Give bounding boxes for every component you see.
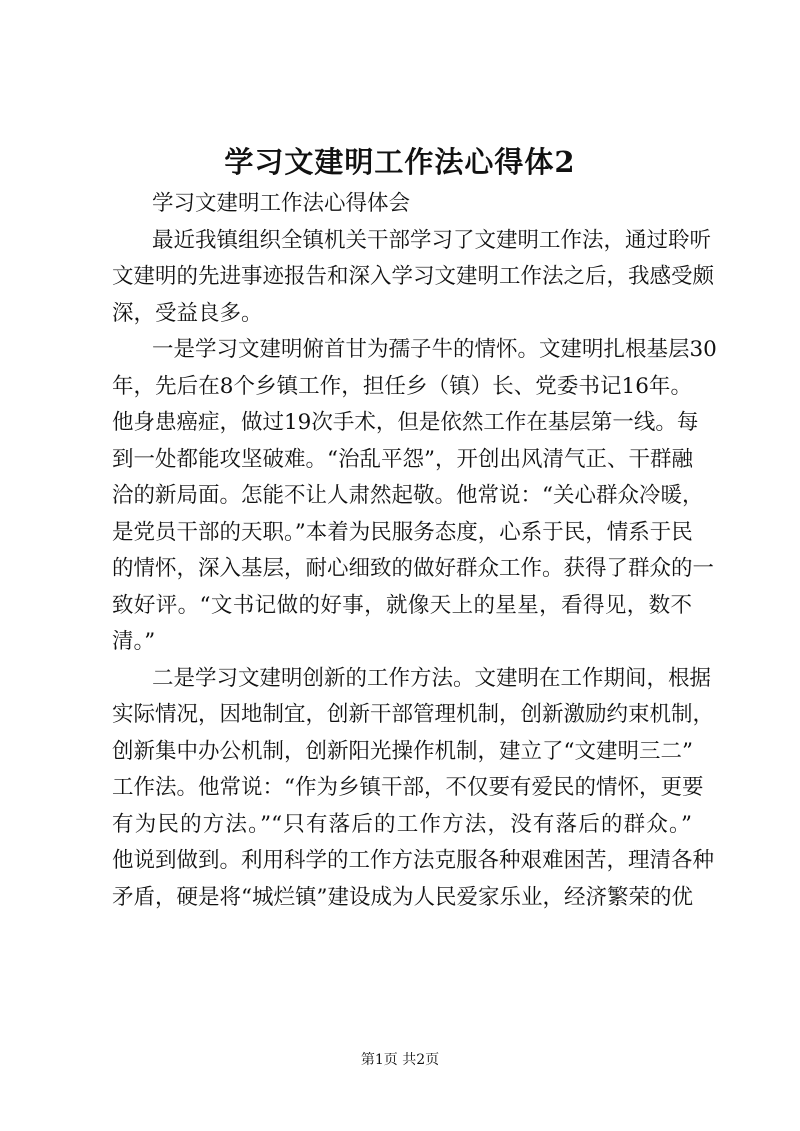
text-line: 学习文建明工作法心得体会 — [152, 191, 411, 216]
text-line: 最近我镇组织全镇机关干部学习了文建明工作法，通过聆听 — [152, 227, 712, 253]
document-body — [112, 186, 717, 916]
text-line: 的情怀，深入基层，耐心细致的做好群众工作。获得了群众的一 — [112, 556, 715, 581]
page-footer: 第1页 共2页 — [360, 1052, 440, 1068]
text-line: 是党员干部的天职。”本着为民服务态度，心系于民，情系于民 — [112, 519, 693, 545]
text-line: 深，受益良多。 — [112, 300, 263, 326]
text-line: 工作法。他常说：“作为乡镇干部，不仅要有爱民的情怀，更要 — [112, 775, 704, 800]
text-line: 创新集中办公机制，创新阳光操作机制，建立了“文建明三二” — [112, 738, 693, 764]
text-line: 二是学习文建明创新的工作方法。文建明在工作期间，根据 — [152, 665, 712, 691]
text-line: 洽的新局面。怎能不让人肃然起敬。他常说：“关心群众冷暖， — [112, 483, 704, 508]
document-title: 学习文建明工作法心得体2 — [224, 145, 576, 179]
text-line: 有为民的方法。”“只有落后的工作方法，没有落后的群众。” — [112, 811, 692, 837]
text-line: 实际情况，因地制宜，创新干部管理机制，创新激励约束机制， — [112, 702, 715, 727]
text-line: 年，先后在8个乡镇工作，担任乡（镇）长、党委书记16年。 — [112, 373, 692, 399]
text-line: 矛盾，硬是将“城烂镇”建设成为人民爱家乐业，经济繁荣的优 — [112, 884, 693, 910]
text-line: 清。” — [112, 629, 156, 654]
text-line: 一是学习文建明俯首甘为孺子牛的情怀。文建明扎根基层30 — [152, 337, 717, 362]
text-line: 文建明的先进事迹报告和深入学习文建明工作法之后，我感受颇 — [112, 264, 715, 289]
text-line: 致好评。“文书记做的好事，就像天上的星星，看得见，数不 — [112, 592, 692, 618]
text-line: 他说到做到。利用科学的工作方法克服各种艰难困苦，理清各种 — [112, 848, 715, 873]
text-line: 到一处都能攻坚破难。“治乱平怨”，开创出风清气正、干群融 — [112, 446, 693, 472]
text-line: 他身患癌症，做过19次手术，但是依然工作在基层第一线。每 — [112, 410, 699, 435]
